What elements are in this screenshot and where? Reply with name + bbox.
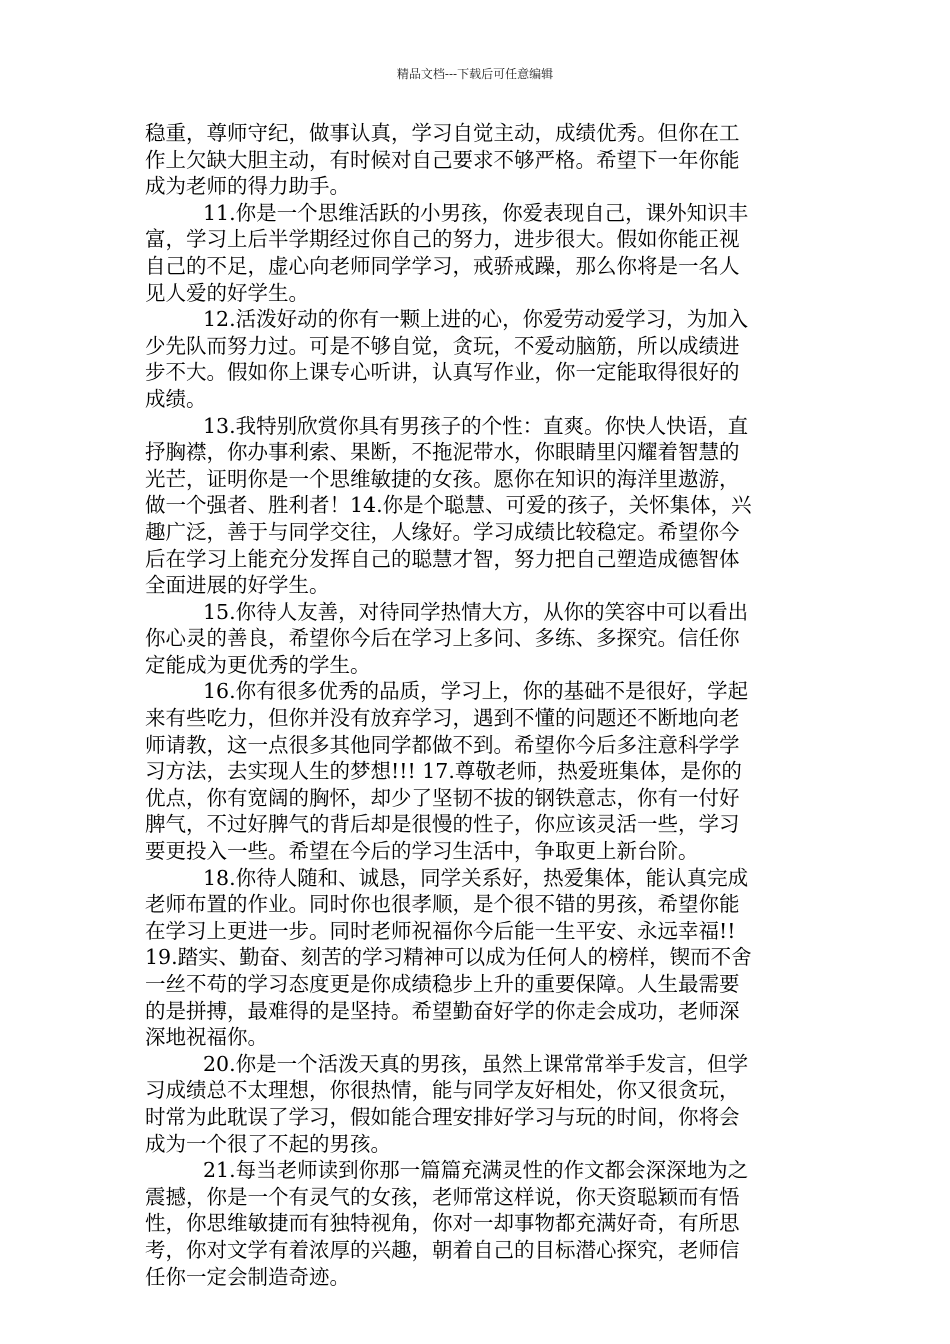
text-line: 脾气，不过好脾气的背后却是很慢的性子，你应该灵活一些，学习 bbox=[145, 812, 740, 837]
text-line: 的是拼搏，最难得的是坚持。希望勤奋好学的你走会成功，老师深 bbox=[145, 998, 740, 1023]
text-line: 一丝不苟的学习态度更是你成绩稳步上升的重要保障。人生最需要 bbox=[145, 972, 740, 996]
text-line: 15.你待人友善，对待同学热情大方，从你的笑容中可以看出 bbox=[203, 599, 749, 624]
text-line: 习成绩总不太理想，你很热情，能与同学友好相处，你又很贪玩， bbox=[145, 1078, 740, 1103]
text-line: 富，学习上后半学期经过你自己的努力，进步很大。假如你能正视 bbox=[145, 227, 740, 252]
text-line: 趣广泛，善于与同学交往，人缘好。学习成绩比较稳定。希望你今 bbox=[145, 519, 740, 544]
text-line: 任你一定会制造奇迹。 bbox=[145, 1264, 350, 1289]
text-line: 成为老师的得力助手。 bbox=[145, 174, 350, 199]
text-line: 时常为此耽误了学习，假如能合理安排好学习与玩的时间，你将会 bbox=[145, 1104, 740, 1129]
text-line: 13.我特别欣赏你具有男孩子的个性：直爽。你快人快语，直 bbox=[203, 413, 749, 438]
text-line: 震撼，你是一个有灵气的女孩，老师常这样说，你天资聪颖而有悟 bbox=[145, 1184, 740, 1209]
text-line: 11.你是一个思维活跃的小男孩，你爱表现自己，课外知识丰 bbox=[203, 200, 749, 225]
text-line: 来有些吃力，但你并没有放弃学习，遇到不懂的问题还不断地向老 bbox=[145, 706, 740, 731]
text-line: 习方法，去实现人生的梦想!!! 17.尊敬老师，热爱班集体，是你的 bbox=[145, 759, 742, 784]
text-line: 少先队而努力过。可是不够自觉，贪玩，不爱动脑筋，所以成绩进 bbox=[145, 333, 740, 358]
text-line: 19.踏实、勤奋、刻苦的学习精神可以成为任何人的榜样，锲而不舍 bbox=[145, 945, 752, 970]
page-header: 精品文档---下载后可任意编辑 bbox=[396, 67, 554, 81]
text-line: 深地祝福你。 bbox=[145, 1025, 268, 1050]
text-line: 后在学习上能充分发挥自己的聪慧才智，努力把自己塑造成德智体 bbox=[145, 546, 740, 571]
text-line: 性，你思维敏捷而有独特视角，你对一却事物都充满好奇，有所思 bbox=[145, 1211, 740, 1236]
text-line: 做一个强者、胜利者！14.你是个聪慧、可爱的孩子，关怀集体，兴 bbox=[145, 493, 752, 518]
text-line: 老师布置的作业。同时你也很孝顺，是个很不错的男孩，希望你能 bbox=[145, 892, 740, 917]
text-line: 抒胸襟，你办事利索、果断，不拖泥带水，你眼睛里闪耀着智慧的 bbox=[145, 440, 740, 465]
text-line: 全面进展的好学生。 bbox=[145, 573, 330, 598]
text-line: 你心灵的善良，希望你今后在学习上多问、多练、多探究。信任你 bbox=[145, 626, 740, 651]
text-line: 光芒，证明你是一个思维敏捷的女孩。愿你在知识的海洋里遨游， bbox=[145, 466, 740, 491]
text-line: 要更投入一些。希望在今后的学习生活中，争取更上新台阶。 bbox=[145, 839, 699, 864]
text-line: 见人爱的好学生。 bbox=[145, 280, 309, 305]
text-line: 12.活泼好动的你有一颗上进的心，你爱劳动爱学习，为加入 bbox=[203, 307, 749, 332]
text-line: 考，你对文学有着浓厚的兴趣，朝着自己的目标潜心探究，老师信 bbox=[145, 1237, 740, 1262]
text-line: 作上欠缺大胆主动，有时候对自己要求不够严格。希望下一年你能 bbox=[145, 147, 740, 172]
text-line: 16.你有很多优秀的品质，学习上，你的基础不是很好，学起 bbox=[203, 679, 749, 704]
text-line: 在学习上更进一步。同时老师祝福你今后能一生平安、永远幸福!! bbox=[145, 918, 736, 943]
document-body bbox=[145, 120, 810, 1290]
text-line: 18.你待人随和、诚恳，同学关系好，热爱集体，能认真完成 bbox=[203, 865, 749, 890]
text-line: 21.每当老师读到你那一篇篇充满灵性的作文都会深深地为之 bbox=[203, 1158, 749, 1183]
text-line: 优点，你有宽阔的胸怀，却少了坚韧不拔的钢铁意志，你有一付好 bbox=[145, 785, 740, 810]
text-line: 稳重，尊师守纪，做事认真，学习自觉主动，成绩优秀。但你在工 bbox=[145, 121, 740, 145]
text-line: 成为一个很了不起的男孩。 bbox=[145, 1131, 391, 1156]
text-line: 20.你是一个活泼天真的男孩，虽然上课常常举手发言，但学 bbox=[203, 1051, 749, 1076]
text-line: 步不大。假如你上课专心听讲，认真写作业，你一定能取得很好的 bbox=[145, 360, 740, 385]
text-line: 师请教，这一点很多其他同学都做不到。希望你今后多注意科学学 bbox=[145, 732, 740, 757]
text-line: 成绩。 bbox=[145, 386, 207, 411]
text-line: 自己的不足，虚心向老师同学学习，戒骄戒躁，那么你将是一名人 bbox=[145, 253, 740, 278]
text-line: 定能成为更优秀的学生。 bbox=[145, 652, 371, 677]
